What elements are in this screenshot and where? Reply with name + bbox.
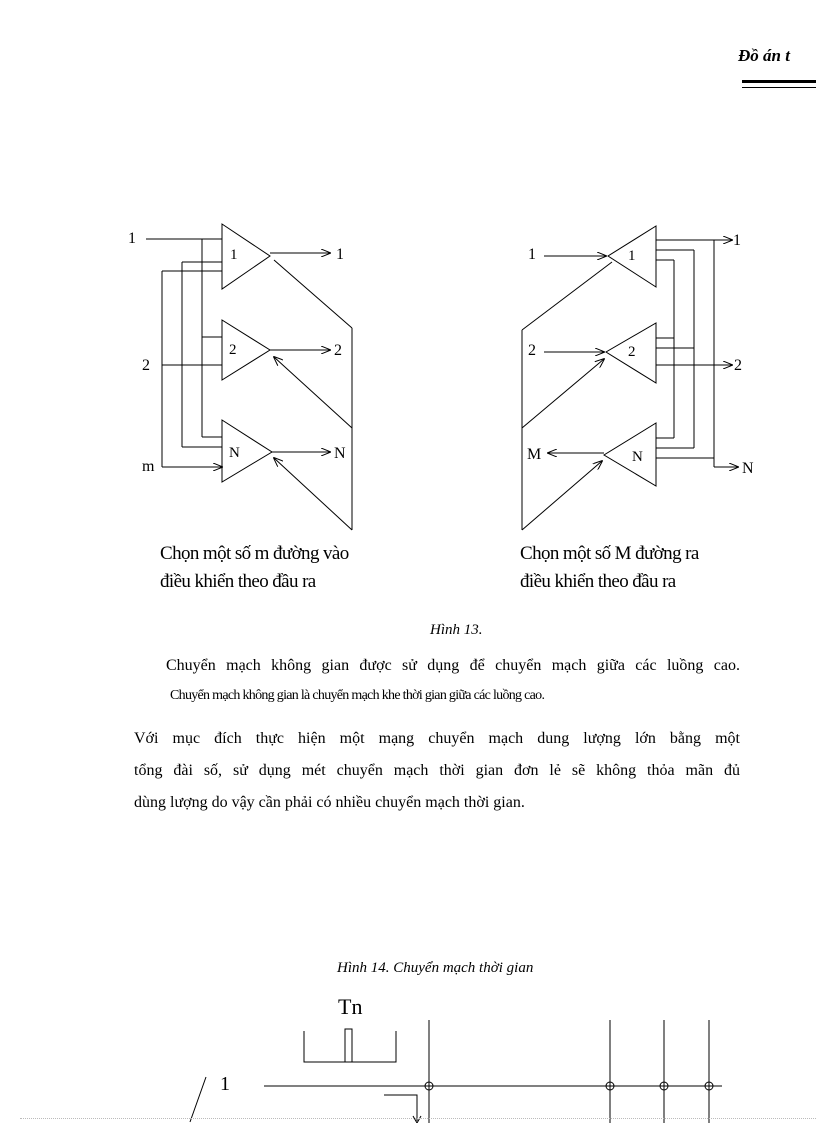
left-amp-label-1: 1	[230, 247, 238, 263]
right-input-label-1: 1	[528, 246, 536, 263]
right-amp-n	[604, 423, 656, 486]
left-switch-diagram	[146, 224, 352, 530]
left-amp-label-2: 2	[229, 342, 237, 358]
paragraph-3-line-1: Với mục đích thực hiện một mạng chuyển mạch dung lượng lớn bằng một	[134, 730, 740, 747]
paragraph-2: Chuyển mạch không gian là chuyển mạch khe thời gian giữa các luồng cao.	[170, 688, 545, 703]
left-caption-line1: Chọn một số m đường vào	[160, 543, 349, 564]
right-amp-label-2: 2	[628, 344, 636, 360]
right-caption-line2: điều khiển theo đầu ra	[520, 571, 676, 592]
header-title: Đồ án t	[738, 46, 790, 65]
time-frame	[304, 1031, 396, 1062]
input-label-1: 1	[220, 1073, 230, 1095]
left-input-label-m: m	[142, 458, 155, 475]
right-caption-line1: Chọn một số M đường ra	[520, 543, 699, 564]
page-bottom-border	[20, 1118, 816, 1119]
figure-14-diagram	[0, 940, 816, 1123]
paragraph-3-line-2: tổng đài số, sử dụng mét chuyển mạch thời gian đơn lẻ sẽ không thỏa mãn đủ	[134, 762, 740, 779]
right-amp-label-n: N	[632, 449, 643, 465]
right-input-label-2: 2	[528, 342, 536, 359]
figure-13-caption: Hình 13.	[430, 622, 483, 638]
figure-14-caption: Hình 14. Chuyển mạch thời gian	[337, 960, 534, 976]
slot-label-tn: Tn	[338, 994, 363, 1019]
time-slot	[345, 1029, 352, 1062]
left-input-label-2: 2	[142, 357, 150, 374]
right-amp-label-1: 1	[628, 248, 636, 264]
paragraph-3	[134, 723, 740, 819]
left-input-label-1: 1	[128, 230, 136, 247]
left-caption-line2: điều khiển theo đầu ra	[160, 571, 316, 592]
left-output-label-1: 1	[336, 246, 344, 263]
right-input-label-m: M	[527, 446, 542, 463]
right-output-label-2: 2	[734, 357, 742, 374]
paragraph-3-line-3: dùng lượng do vậy cần phải có nhiều chuyển mạch thời gian.	[134, 794, 525, 811]
left-output-label-n: N	[334, 445, 346, 462]
right-output-label-1: 1	[733, 232, 741, 249]
right-switch-diagram	[522, 226, 738, 530]
left-output-label-2: 2	[334, 342, 342, 359]
left-amp-label-n: N	[229, 445, 240, 461]
right-output-label-n: N	[742, 460, 754, 477]
paragraph-1: Chuyển mạch không gian được sử dụng để chuyển mạch giữa các luồng cao.	[166, 657, 740, 674]
